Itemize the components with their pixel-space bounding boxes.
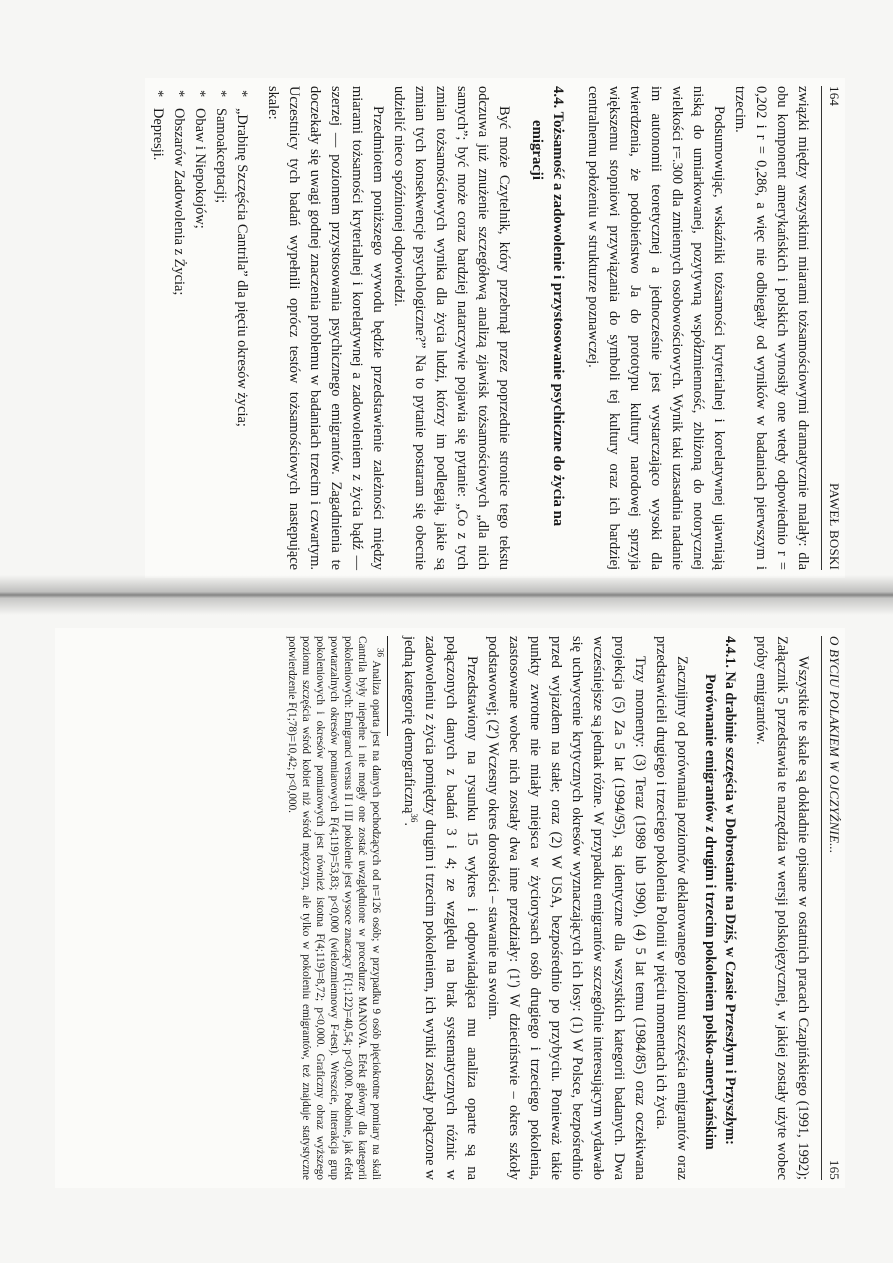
right-page [55,628,845,1188]
footnote-text: Analiza oparta jest na danych pochodzących od n=126 osób; w przypadku 9 osób pięciokrotne pomiary na skali Cantrila były niepełne i nie mogły one zostać uwzględnione w procedurze MANOVA. Efekt główny dla kategorii pokoleniowych: Emigranci versus II i III pokolenie jest wysoce znaczący F(1;122)=40,54; p<0,000. Podobnie, jak efekt powtarzalnych okresów pomiarowych F(4;119)=53,83; p<0,000 (wielozmiennowy F-test). Wreszcie, interakcja grup pokoleniowych i okresów pomiarowych jest również istotna F(4;119)=8,72; p<0,000. Graficzny obraz wyższego poziomu szczęścia wśród kobiet niż wśród mężczyzn, ale tylko w pokoleniu emigrantów, też znajduje statystyczne potwierdzenie F(1;78)=10,42; p<0,000. [286,636,382,1180]
running-head: O BYCIU POLAKIEM W OJCZYŹNIE... [827,636,842,854]
footnote [285,636,386,1180]
running-head: PAWEŁ BOSKI [827,483,842,570]
paragraph: Zacznijmy od porównania poziomów deklarowanego poziomu szczęścia emigrantów oraz przedstawicieli drugiego i trzeciego pokolenia Polonii w pięciu momentach ich życia. [653,636,690,1180]
section-heading: 4.4. Tożsamość a zadowolenie i przystosowanie psychiczne do życia na emigracji [529,86,566,527]
paragraph-text: Przedstawiony na rysunku 15 wykres i odpowiadająca mu analiza oparte są na połączonych danych z badań 3 i 4; ze względu na brak systematycznych różnic w zadowoleniu z życia pomiędzy drugim i trzecim pokoleniem, ich wyniki zostały połączone w jedną kategorię demograficzną [401,636,480,1180]
page-header [821,636,845,1180]
page-number: 165 [827,1159,842,1180]
paragraph: związki między wszystkimi miarami tożsamościowymi dramatycznie malały: dla obu komponent amerykańskich i polskich wynosiły one wtedy odpowiednio r = 0,202 i r = 0,286, a więc nie odbiegały od wyników w badaniach pierwszym i trzecim. [732,86,811,570]
left-page [145,78,845,578]
paragraph: Trzy momenty: (3) Teraz (1989 lub 1990), (4) 5 lat temu (1984/85) oraz oczekiwana projekcja (5) Za 5 lat (1994/95), są identyczne dla wszystkich kategorii badanych. Dwa wcześniejsze są jednak różne. W przypadku emigrantów szczególnie interesującym wydawało się uchwycenie krytycznych okresów wyznaczających ich losy: (1) W Polsce, bezpośrednio przed wyjazdem na stałe; oraz (2) W USA, bezpośrednio po przybyciu. Ponieważ takie punkty zwrotne nie miały miejsca w życiorysach osób drugiego i trzeciego pokolenia, zastosowane wobec nich zostały dwa inne przedziały: (1') W dzieciństwie – okres szkoły podstawowej; (2') Wczesny okres dorosłości – stawanie na swoim. [485,636,648,1180]
paragraph: Wszystkie te skale są dokładnie opisane w ostatnich pracach Czapińskiego (1991, 1992); Załącznik 5 przedstawia te narzędzia w wersji polskojęzycznej, w jakiej zostały użyte wobec próby emigrantów. [753,636,811,1180]
book-gutter-shadow [0,575,893,615]
list-item: * Samoakceptacji; [210,86,231,570]
list-item: * Obszarów Zadowolenia z Życia; [168,86,189,570]
list-item: * Obaw i Niepokojów; [189,86,210,570]
paragraph: Podsumowując, wskaźniki tożsamości kryterialnej i korelatywnej ujawniają niską do umiarkowanej, pozytywną współzmienność, zbliżoną do notorycznej wielkości r=.300 dla zmiennych osobowościowych. Wynik taki uzasadnia nadanie im autonomii teoretycznej a jednocześnie jest wystarczająco wysoki dla twierdzenia, że podobieństwo Ja do prototypu kultury narodowej sprzyja większemu stopniowi przywiązania do symboli tej kultury oraz ich bardziej centralnemu położeniu w strukturze poznawczej. [585,86,727,570]
list-item: * „Drabinę Szczęścia Cantrila” dla pięciu okresów życia; [231,86,252,570]
paragraph: Przedmiotem poniższego wywodu będzie przedstawienie zależności między miarami tożsamości kryterialnej i korelatywnej a zadowoleniem z życia bądź — szerzej — poziomem przystosowania psychicznego emigrantów. Zagadnienia te doczekały się uwagi godnej znaczenia problemu w badaniach trzecim i czwartym. Uczestnicy tych badań wypełnili oprócz testów tożsamościowych następujące skale: [265,86,386,570]
footnote-divider [387,636,388,736]
paragraph: Przedstawiony na rysunku 15 wykres i odpowiadająca mu analiza oparte są na połączonych danych z badań 3 i 4; ze względu na brak systematycznych różnic w zadowoleniu z życia pomiędzy drugim i trzecim pokoleniem, ich wyniki zostały połączone w jedną kategorię demograficzną$^{36}$. [401,636,480,1180]
paragraph: Być może Czytelnik, który przebrnął przez poprzednie stronice tego tekstu odczuwa już znużenie szczegółową analizą zjawisk tożsamościowych „dla nich samych”; być może coraz bardziej natarczywie pojawia się pytanie: „Co z tych zmian tożsamościowych wynika dla życia ludzi, którzy im podlegają, jakie są zmian tych konsekwencje psychologiczne?” Na to pytanie postaram się obecnie udzielić nieco spóźnionej odpowiedzi. [391,86,512,570]
subsection-heading: 4.4.1. Na drabinie szczęścia w Dobrostanie na Dziś, w Czasie Przeszłym i Przyszłym: Porównanie emigrantów z drugim i trzecim pokoleniem polsko-amerykańskim [702,636,738,1150]
page-header [821,86,845,570]
page-number: 164 [827,86,842,107]
list-item: * Depresji. [147,86,168,570]
footnote-reference: 36 [408,813,419,823]
footnote-number: 36 [375,648,386,657]
scales-list [147,86,252,570]
